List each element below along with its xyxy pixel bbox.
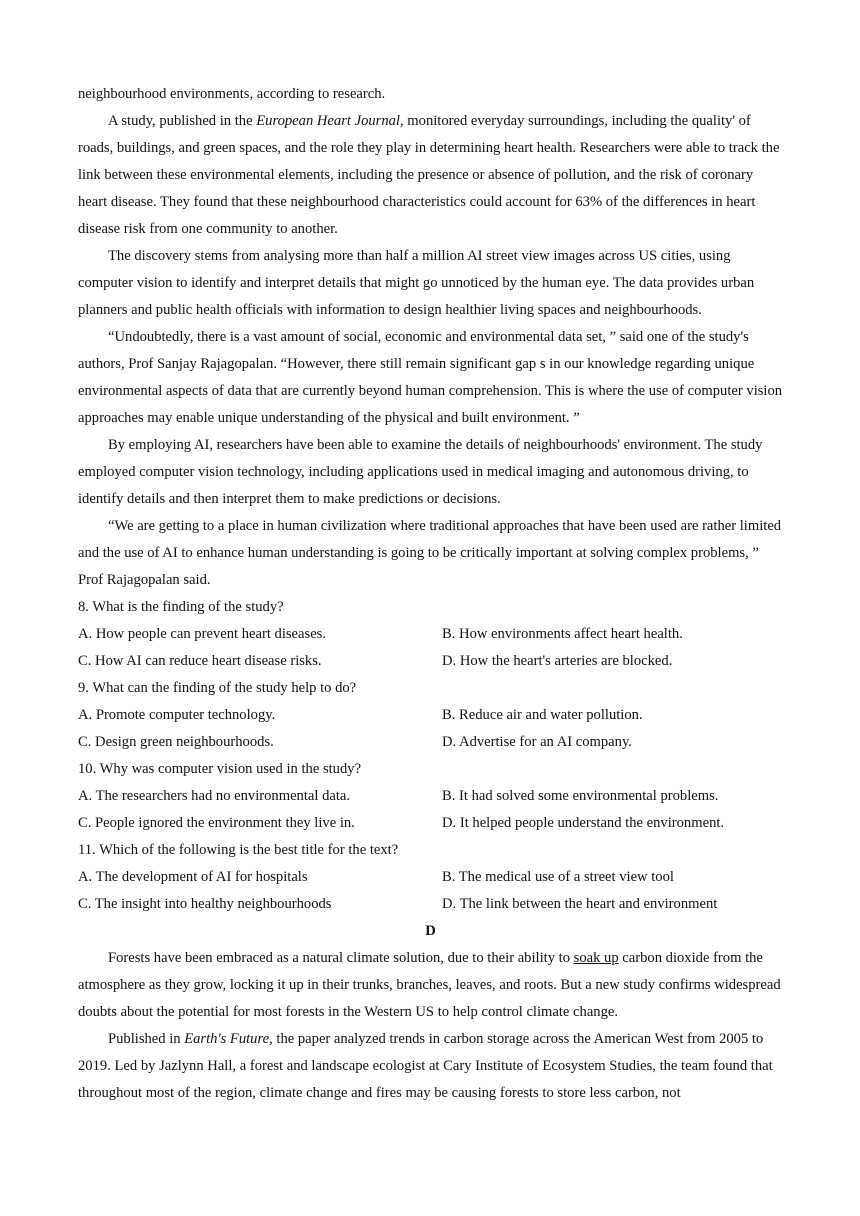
option-row — [78, 864, 783, 891]
option-row — [78, 810, 783, 837]
section-heading: D — [425, 923, 436, 939]
option-c: C. Design green neighbourhoods. — [78, 734, 274, 750]
paragraph-text: A study, published in the — [108, 113, 257, 129]
paragraph-study — [78, 108, 783, 243]
paragraph-forests — [78, 945, 783, 1026]
paragraph-text: , monitored everyday surroundings, including the quality' of roads, buildings, and green spaces, and the role they play in determining heart health. Researchers were able to track the link between these environmental elements, including the presence or absence of pollution, and the risk of coronary heart disease. They found that these neighbourhood characteristics could account for 63% of the differences in heart disease risk from one community to another. — [78, 113, 780, 237]
option-row — [78, 891, 783, 918]
question-stem: 11. Which of the following is the best title for the text? — [78, 842, 399, 858]
option-d: D. Advertise for an AI company. — [442, 734, 632, 750]
journal-title: Earth's Future — [184, 1031, 270, 1047]
option-row — [78, 783, 783, 810]
question-stem: 8. What is the finding of the study? — [78, 599, 284, 615]
question-stem: 10. Why was computer vision used in the study? — [78, 761, 362, 777]
paragraph-text: , the paper analyzed trends in carbon storage across the American West from 2005 to 2019. Led by Jazlynn Hall, a forest and landscape ecologist at Cary Institute of Ecosystem Studies, the team found that throughout most of the region, climate change and fires may be causing forests to store less carbon, not — [78, 1031, 773, 1101]
option-row — [78, 648, 783, 675]
journal-title: European Heart Journal — [256, 113, 400, 129]
paragraph-published — [78, 1026, 783, 1107]
option-d: D. It helped people understand the environment. — [442, 815, 725, 831]
option-b: B. How environments affect heart health. — [442, 626, 683, 642]
option-a: A. How people can prevent heart diseases. — [78, 626, 327, 642]
paragraph-discovery: The discovery stems from analysing more than half a million AI street view images across US cities, using computer vision to identify and interpret details that might go unnoticed by the human eye. The data provides urban planners and public health officials with information to design healthier living spaces and neighbourhoods. — [78, 248, 755, 318]
question-stem: 9. What can the finding of the study help to do? — [78, 680, 357, 696]
option-a: A. The development of AI for hospitals — [78, 869, 308, 885]
option-row — [78, 729, 783, 756]
option-a: A. Promote computer technology. — [78, 707, 276, 723]
option-b: B. The medical use of a street view tool — [442, 869, 674, 885]
option-row — [78, 702, 783, 729]
paragraph-quote-1: “Undoubtedly, there is a vast amount of social, economic and environmental data set, ” said one of the study's authors, Prof Sanjay Rajagopalan. “However, there still remain significant gap s in our knowledge regarding unique environmental aspects of data that are currently beyond human comprehension. This is where the use of computer vision approaches may enable unique understanding of the physical and built environment. ” — [78, 329, 783, 426]
paragraph-text: Published in — [108, 1031, 185, 1047]
option-b: B. It had solved some environmental problems. — [442, 788, 719, 804]
paragraph-ai: By employing AI, researchers have been able to examine the details of neighbourhoods' environment. The study employed computer vision technology, including applications used in medical imaging and autonomous driving, to identify details and then interpret them to make predictions or decisions. — [78, 437, 763, 507]
option-d: D. The link between the heart and environment — [442, 896, 718, 912]
option-b: B. Reduce air and water pollution. — [442, 707, 643, 723]
underlined-phrase: soak up — [573, 950, 619, 966]
paragraph-quote-2: “We are getting to a place in human civilization where traditional approaches that have been used are rather limited and the use of AI to enhance human understanding is going to be critically important at solving complex problems, ” Prof Rajagopalan said. — [78, 518, 782, 588]
option-a: A. The researchers had no environmental data. — [78, 788, 351, 804]
option-c: C. How AI can reduce heart disease risks. — [78, 653, 322, 669]
option-d: D. How the heart's arteries are blocked. — [442, 653, 673, 669]
option-row — [78, 621, 783, 648]
document-page — [78, 81, 783, 1107]
option-c: C. People ignored the environment they live in. — [78, 815, 355, 831]
paragraph-continuation: neighbourhood environments, according to research. — [78, 86, 386, 102]
paragraph-text: carbon dioxide from the atmosphere as they grow, locking it up in their trunks, branches, leaves, and roots. But a new study confirms widespread doubts about the potential for most forests in the Western US to help control climate change. — [78, 950, 781, 1020]
option-c: C. The insight into healthy neighbourhoods — [78, 896, 332, 912]
paragraph-text: Forests have been embraced as a natural climate solution, due to their ability to — [108, 950, 574, 966]
